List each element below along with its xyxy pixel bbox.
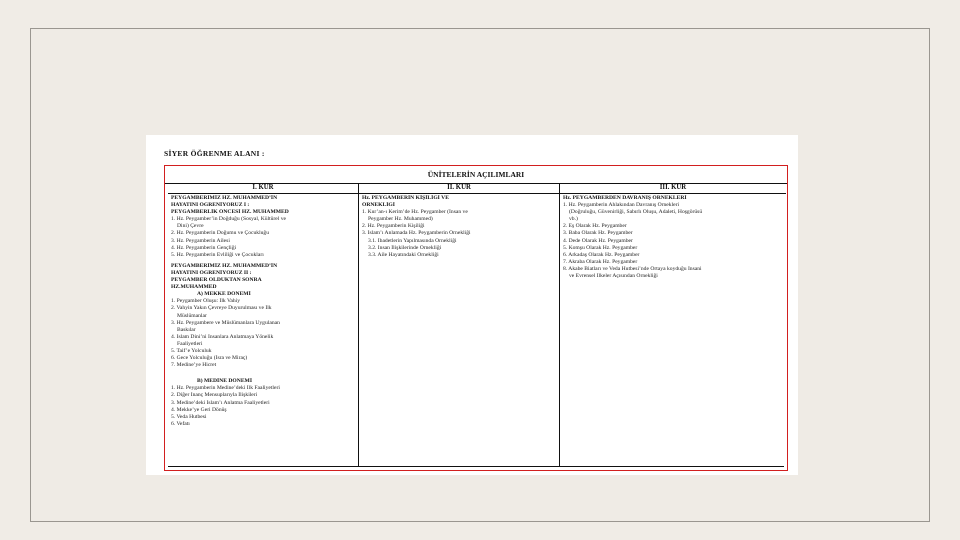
list-item: 1. Hz. Peygamber’in Doğduğu (Sosyal, Kültürel ve (171, 216, 287, 223)
list-item: 4. Mekke’ye Geri Dönüş (171, 406, 227, 413)
list-item: 1. Peygamber Oluşu: İlk Vahiy (171, 298, 241, 305)
list-item: Müslümanlar (177, 312, 207, 319)
list-item: 3. Medine’deki İslam’ı Anlatma Faaliyetleri (171, 399, 270, 406)
list-item: 2. Hz. Peygamberin Doğumu ve Çocukluğu (171, 230, 270, 237)
list-item: 2. Diğer İnanç Mensuplarıyla İlişkileri (171, 392, 258, 399)
column-kur-1 (168, 183, 359, 467)
document-heading: SİYER ÖĞRENME ALANI : (164, 149, 265, 158)
column-kur-3 (560, 183, 786, 467)
list-item: 1. Hz. Peygamberin Ahlakından Davranış Örnekleri (563, 202, 680, 209)
list-item: 6. Vefatı (171, 420, 190, 427)
spacer (171, 369, 355, 378)
section-heading: ÖRNEKLİĞİ (362, 202, 395, 209)
list-item: 3.1. İbadetlerin Yapılmasında Örnekliği (368, 237, 457, 244)
section-heading: HAYATINI ÖĞRENİYORUZ I : (171, 202, 250, 209)
list-item: 1. Hz. Peygamberin Medine’deki İlk Faaliyetleri (171, 385, 280, 392)
section-heading: PEYGAMBER OLDUKTAN SONRA (171, 277, 262, 284)
list-item: 7. Medine’ye Hicret (171, 362, 217, 369)
column-header: III. KUR (560, 183, 786, 194)
list-item: 8. Akabe Biatları ve Veda Hutbesi’nde Ortaya koyduğu İnsani (563, 265, 702, 272)
section-heading: PEYGAMBERİMİZ HZ. MUHAMMED’İN (171, 262, 278, 269)
list-item: 5. Taif’e Yolculuk (171, 347, 212, 354)
list-item: 4. İslam Dini’ni İnsanlara Anlatmaya Yönelik (171, 333, 274, 340)
list-item: Dini) Çevre (177, 223, 204, 230)
list-item: 3. Hz. Peygamberin Ailesi (171, 237, 230, 244)
list-item: 7. Akraba Olarak Hz. Peygamber (563, 258, 638, 265)
section-heading: HAYATINI ÖĞRENİYORUZ II : (171, 269, 252, 276)
column-header: II. KUR (359, 183, 559, 194)
list-item: Baskılar (177, 326, 196, 333)
list-item: 3. Hz. Peygambere ve Müslümanlara Uygulanan (171, 319, 280, 326)
column-body (359, 194, 559, 259)
list-item: 3.3. Aile Hayatındaki Örnekliği (368, 251, 439, 258)
list-item: 3.2. İnsan İlişkilerinde Örnekliği (368, 244, 442, 251)
list-item: 4. Dede Olarak Hz. Peygamber (563, 237, 633, 244)
list-item: vb.) (569, 216, 578, 223)
column-body (168, 194, 358, 428)
list-item: Faaliyetleri (177, 340, 203, 347)
list-item: 2. Hz. Peygamberin Kişiliği (362, 223, 425, 230)
list-item: 2. Eş Olarak Hz. Peygamber (563, 223, 627, 230)
table-bottom-rule (168, 466, 784, 467)
units-table (164, 165, 788, 471)
list-item: Peygamber Hz. Muhammed) (368, 216, 433, 223)
list-item: 6. Arkadaş Olarak Hz. Peygamber (563, 251, 640, 258)
list-item: 5. Veda Hutbesi (171, 413, 207, 420)
section-heading: PEYGAMBERLİK ÖNCESİ HZ. MUHAMMED (171, 209, 289, 216)
table-title: ÜNİTELERİN AÇILIMLARI (427, 170, 525, 179)
list-item: 6. Gece Yolculuğu (İsra ve Miraç) (171, 355, 248, 362)
document-image (146, 135, 798, 475)
list-item: 5. Komşu Olarak Hz. Peygamber (563, 244, 638, 251)
list-item: 3. Baba Olarak Hz. Peygamber (563, 230, 633, 237)
section-heading: PEYGAMBERİMİZ HZ. MUHAMMED’İN (171, 195, 278, 201)
list-item: 5. Hz. Peygamberin Evliliği ve Çocukları (171, 251, 264, 258)
list-item: 3. İslam’ı Anlamada Hz. Peygamberin Örnekliği (362, 230, 471, 237)
section-heading: A) MEKKE DÖNEMİ (197, 291, 251, 298)
list-item: 2. Vahyin Yakın Çevreye Duyurulması ve İlk (171, 305, 272, 312)
section-heading: Hz. PEYGAMBERİN KİŞİLİĞİ VE (362, 195, 449, 201)
column-body (560, 194, 786, 280)
list-item: ve Evrensel İlkeler Açısından Örnekliği (569, 273, 658, 280)
column-kur-2 (359, 183, 560, 467)
list-item: 4. Hz. Peygamberin Gençliği (171, 244, 237, 251)
list-item: (Doğruluğu, Güvenirliği, Sabırlı Oluşu, Adaleti, Hoşgörüsü (569, 209, 703, 216)
column-header: I. KUR (168, 183, 358, 194)
section-heading: B) MEDİNE DÖNEMİ (197, 378, 253, 385)
section-heading: HZ.MUHAMMED (171, 284, 217, 291)
list-item: 1. Kur’an-ı Kerim’de Hz. Peygamber (İnsan ve (362, 209, 468, 216)
section-heading: Hz. PEYGAMBERDEN DAVRANIŞ ÖRNEKLERİ (563, 195, 687, 201)
